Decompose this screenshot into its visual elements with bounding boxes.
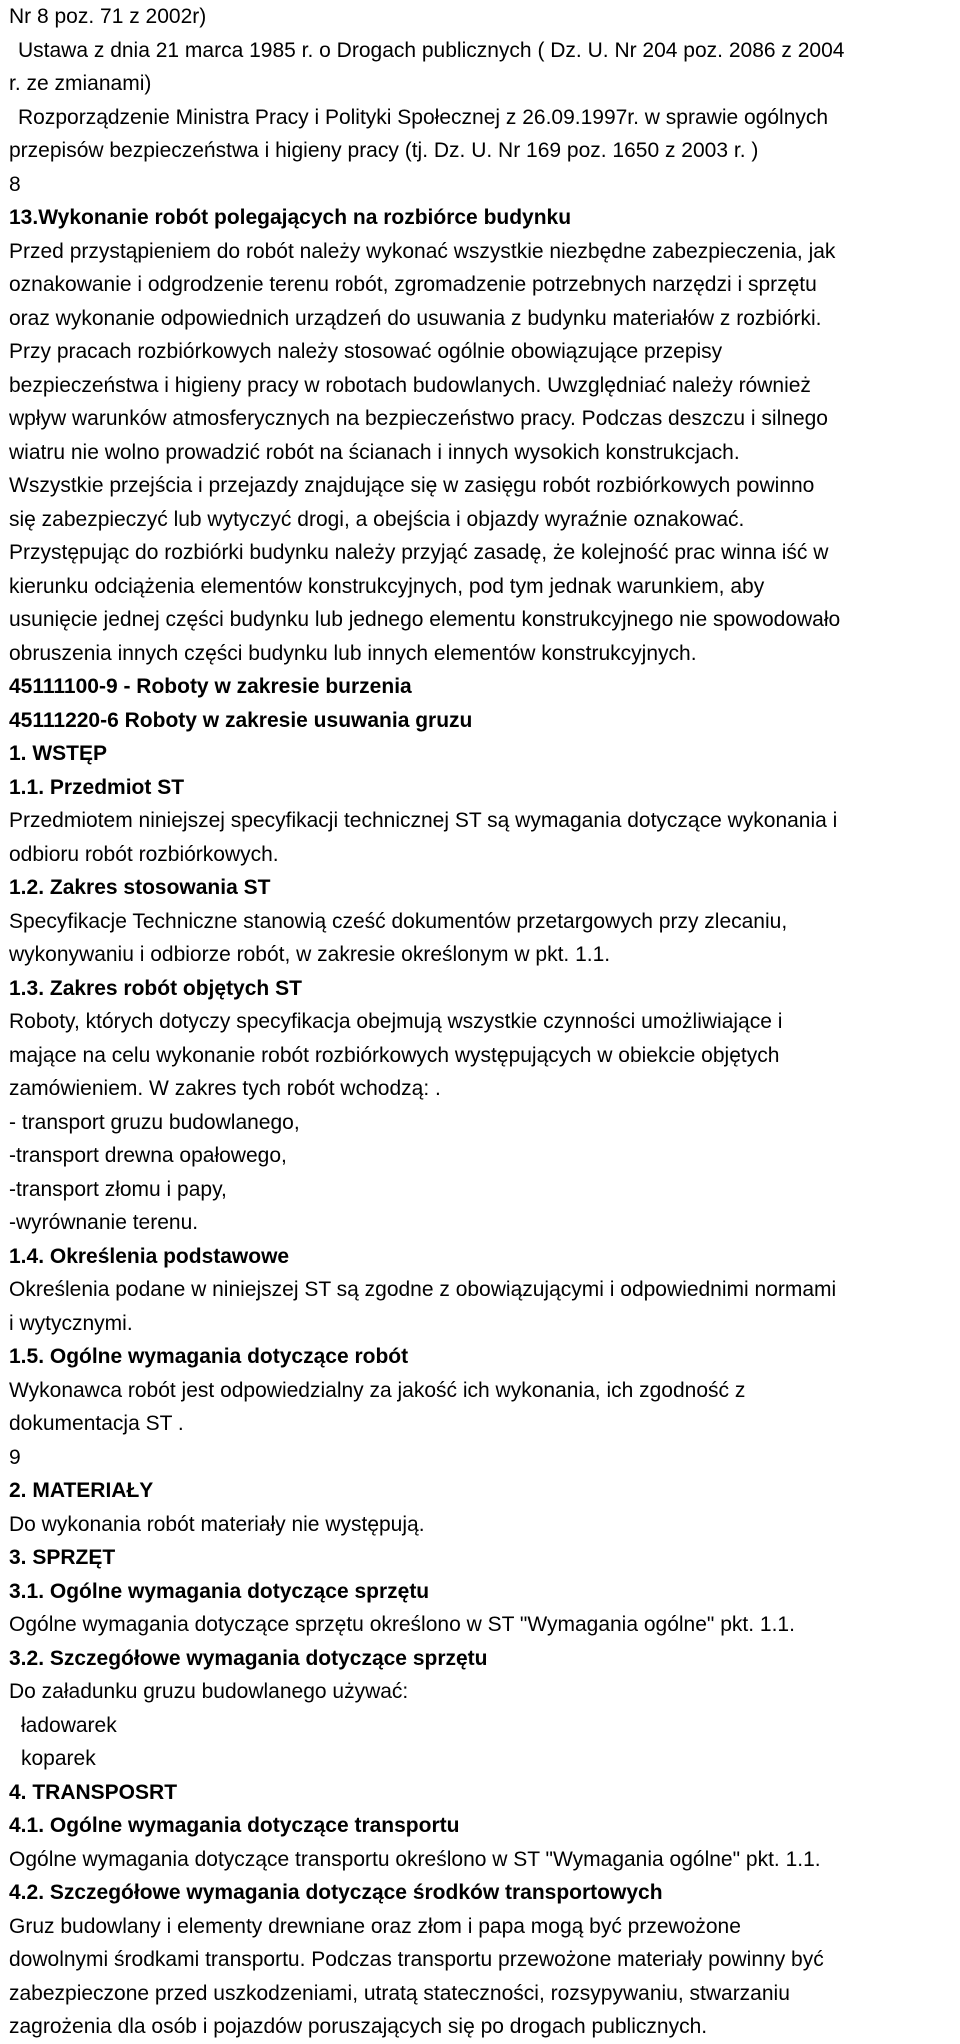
text-line: - transport gruzu budowlanego, — [9, 1110, 300, 1134]
text-line: Wszystkie przejścia i przejazdy znajdujące się w zasięgu robót rozbiórkowych powinno — [9, 474, 815, 497]
text-line: Przy pracach rozbiórkowych należy stosować ogólnie obowiązujące przepisy — [9, 340, 723, 363]
text-line: obruszenia innych części budynku lub innych elementów konstrukcyjnych. — [9, 641, 697, 665]
text-line: Przystępując do rozbiórki budynku należy przyjąć zasadę, że kolejność prac winna iść w — [9, 541, 829, 564]
text-line: zagrożenia dla osób i pojazdów poruszających się po drogach publicznych. — [9, 2015, 708, 2038]
text-line: -transport drewna opałowego, — [9, 1144, 287, 1167]
text-line: -transport złomu i papy, — [9, 1177, 227, 1201]
text-line: ładowarek — [21, 1713, 117, 1737]
text-line: Specyfikacje Techniczne stanowią cześć dokumentów przetargowych przy zlecaniu, — [9, 909, 788, 933]
section-heading: 45111220-6 Roboty w zakresie usuwania gruzu — [9, 708, 473, 732]
section-heading: 1.2. Zakres stosowania ST — [9, 876, 271, 899]
section-heading: 1.3. Zakres robót objętych ST — [9, 976, 302, 1000]
text-line: kierunku odciążenia elementów konstrukcyjnych, pod tym jednak warunkiem, aby — [9, 574, 765, 598]
text-line: usunięcie jednej części budynku lub jednego elementu konstrukcyjnego nie spowodowało — [9, 608, 841, 631]
section-heading: 3.1. Ogólne wymagania dotyczące sprzętu — [9, 1579, 430, 1603]
text-line: Przed przystąpieniem do robót należy wykonać wszystkie niezbędne zabezpieczenia, jak — [9, 239, 836, 263]
section-heading: 4.1. Ogólne wymagania dotyczące transportu — [9, 1814, 460, 1837]
text-line: 9 — [9, 1445, 21, 1469]
text-line: mające na celu wykonanie robót rozbiórkowych występujących w obiekcie objętych — [9, 1043, 780, 1067]
text-line: Ogólne wymagania dotyczące sprzętu określono w ST "Wymagania ogólne" pkt. 1.1. — [9, 1613, 795, 1636]
section-heading: 4. TRANSPOSRT — [9, 1780, 178, 1804]
text-line: 8 — [9, 172, 21, 196]
text-line: Rozporządzenie Ministra Pracy i Polityki Społecznej z 26.09.1997r. w sprawie ogólnych — [18, 105, 829, 129]
text-line: Określenia podane w niniejszej ST są zgodne z obowiązującymi i odpowiednimi normami — [9, 1278, 837, 1301]
text-line: zabezpieczone przed uszkodzeniami, utratą stateczności, rozsypywaniu, stwarzaniu — [9, 1981, 790, 2005]
text-line: Do wykonania robót materiały nie występują. — [9, 1512, 425, 1536]
section-heading: 13.Wykonanie robót polegających na rozbiórce budynku — [9, 206, 572, 229]
text-line: się zabezpieczyć lub wytyczyć drogi, a obejścia i objazdy wyraźnie oznakować. — [9, 507, 745, 531]
text-line: oznakowanie i odgrodzenie terenu robót, zgromadzenie potrzebnych narzędzi i sprzętu — [9, 273, 817, 296]
text-line: odbioru robót rozbiórkowych. — [9, 842, 279, 866]
text-line: Do załadunku gruzu budowlanego używać: — [9, 1680, 409, 1703]
text-line: wiatru nie wolno prowadzić robót na ścianach i innych wysokich konstrukcjach. — [9, 440, 740, 464]
section-heading: 1.4. Określenia podstawowe — [9, 1244, 290, 1268]
section-heading: 1.1. Przedmiot ST — [9, 775, 185, 799]
text-line: r. ze zmianami) — [9, 72, 152, 95]
text-line: przepisów bezpieczeństwa i higieny pracy (tj. Dz. U. Nr 169 poz. 1650 z 2003 r. ) — [9, 139, 759, 162]
text-line: dowolnymi środkami transportu. Podczas transportu przewożone materiały powinny być — [9, 1948, 824, 1971]
text-line: -wyrównanie terenu. — [9, 1211, 199, 1234]
text-line: wpływ warunków atmosferycznych na bezpieczeństwo pracy. Podczas deszczu i silnego — [9, 407, 828, 430]
text-line: i wytycznymi. — [9, 1311, 133, 1335]
text-line: Wykonawca robót jest odpowiedzialny za jakość ich wykonania, ich zgodność z — [9, 1378, 746, 1402]
text-line: Ogólne wymagania dotyczące transportu określono w ST "Wymagania ogólne" pkt. 1.1. — [9, 1847, 821, 1871]
section-heading: 3.2. Szczegółowe wymagania dotyczące sprzętu — [9, 1646, 488, 1670]
text-line: Roboty, których dotyczy specyfikacja obejmują wszystkie czynności umożliwiające i — [9, 1010, 783, 1033]
section-heading: 45111100-9 - Roboty w zakresie burzenia — [9, 675, 412, 698]
section-heading: 1.5. Ogólne wymagania dotyczące robót — [9, 1345, 409, 1368]
text-line: zamówieniem. W zakres tych robót wchodzą: . — [9, 1077, 441, 1100]
text-line: bezpieczeństwa i higieny pracy w robotach budowlanych. Uwzględniać należy również — [9, 373, 811, 397]
text-line: Nr 8 poz. 71 z 2002r) — [9, 5, 207, 28]
text-line: dokumentacja ST . — [9, 1412, 184, 1435]
document-page — [9, 0, 954, 2044]
text-line: Przedmiotem niniejszej specyfikacji technicznej ST są wymagania dotyczące wykonania i — [9, 809, 838, 832]
text-line: Ustawa z dnia 21 marca 1985 r. o Drogach publicznych ( Dz. U. Nr 204 poz. 2086 z 2004 — [18, 38, 845, 62]
text-line: wykonywaniu i odbiorze robót, w zakresie określonym w pkt. 1.1. — [9, 943, 611, 966]
section-heading: 1. WSTĘP — [9, 742, 108, 765]
text-line: oraz wykonanie odpowiednich urządzeń do usuwania z budynku materiałów z rozbiórki. — [9, 306, 822, 330]
section-heading: 3. SPRZĘT — [9, 1546, 116, 1569]
section-heading: 2. MATERIAŁY — [9, 1479, 154, 1502]
text-line: koparek — [21, 1747, 96, 1770]
text-line: Gruz budowlany i elementy drewniane oraz złom i papa mogą być przewożone — [9, 1914, 741, 1938]
section-heading: 4.2. Szczegółowe wymagania dotyczące środków transportowych — [9, 1881, 663, 1904]
